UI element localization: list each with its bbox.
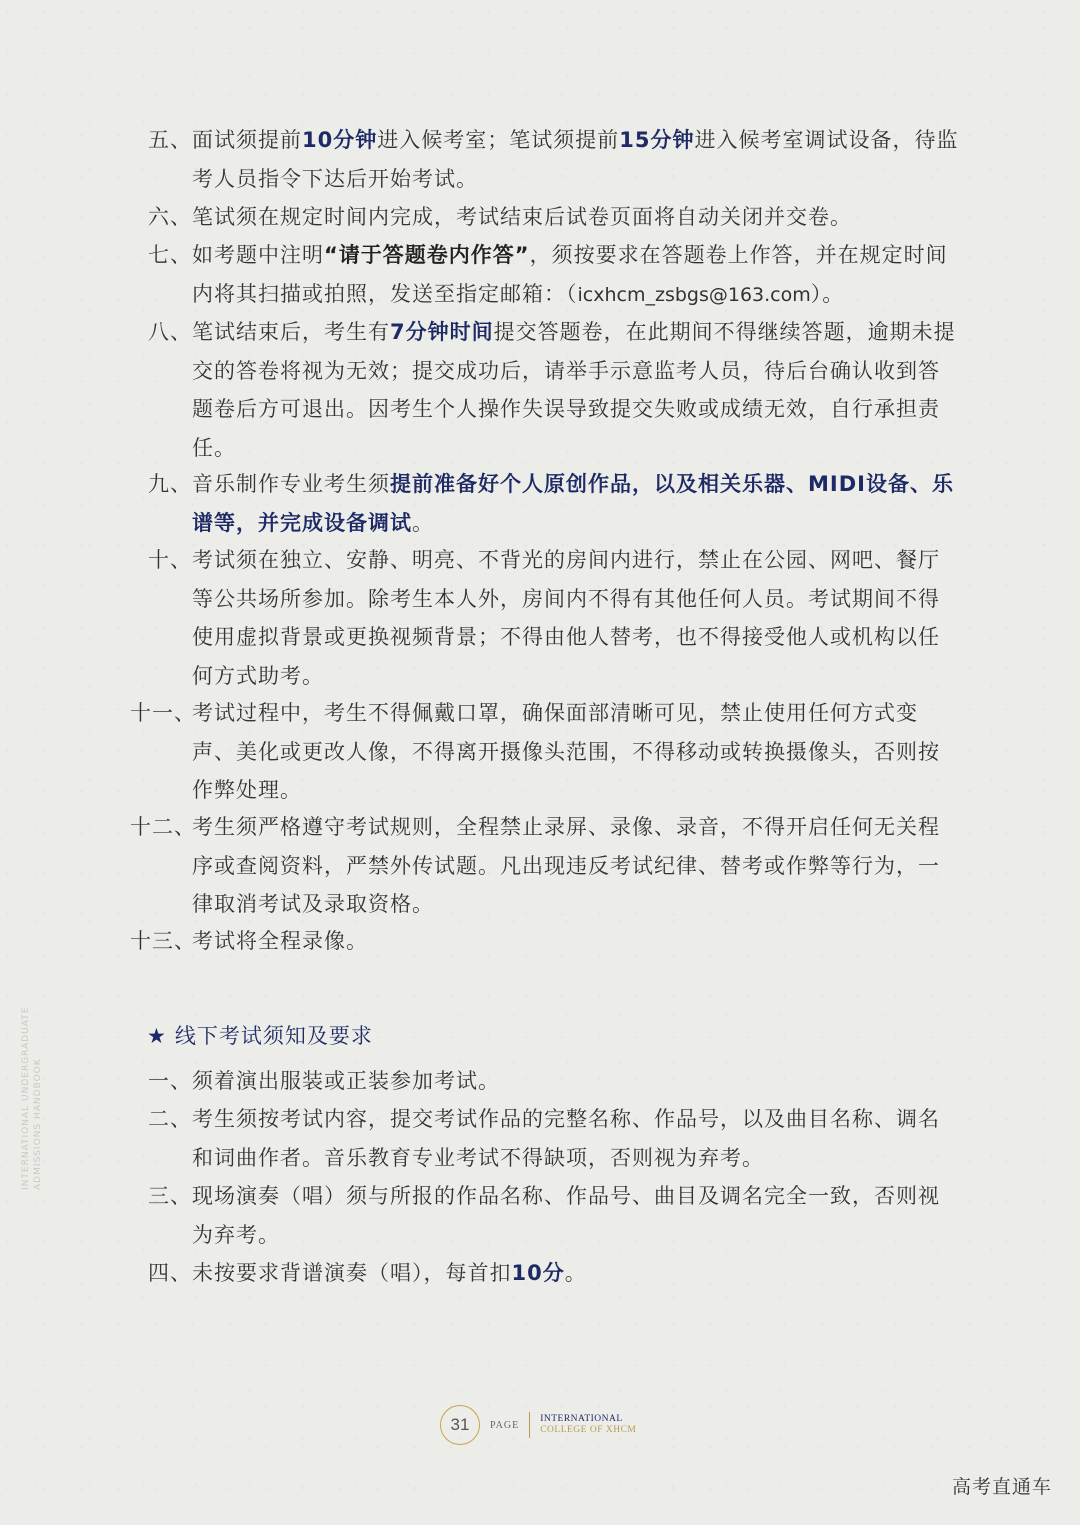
text-run: 。 bbox=[564, 1261, 587, 1285]
rule-5 bbox=[130, 121, 960, 198]
text-run: 考试过程中，考生不得佩戴口罩，确保面部清晰可见，禁止使用任何方式变声、美化或更改人像，不得离开摄像头范围，不得移动或转换摄像头，否则按作弊处理。 bbox=[192, 701, 940, 802]
page-word: PAGE bbox=[490, 1419, 520, 1431]
rule-11 bbox=[130, 694, 960, 810]
offline-section-title bbox=[147, 1020, 373, 1050]
email-address: icxhcm_zsbgs@163.com bbox=[577, 283, 811, 306]
text-run: 未按要求背谱演奏（唱），每首扣 bbox=[192, 1261, 512, 1285]
text-run: 如考题中注明 bbox=[192, 243, 324, 267]
rule-text bbox=[192, 808, 960, 924]
text-run: 考生须严格遵守考试规则，全程禁止录屏、录像、录音，不得开启任何无关程序或查阅资料，严禁外传试题。凡出现违反考试纪律、替考或作弊等行为，一律取消考试及录取资格。 bbox=[192, 815, 940, 916]
rule-number: 八、 bbox=[148, 320, 192, 344]
rule-number: 九、 bbox=[148, 472, 192, 496]
highlight-run: 7分钟时间 bbox=[390, 320, 494, 344]
rule-text bbox=[192, 198, 960, 237]
rule-text bbox=[192, 1177, 960, 1254]
rule-text bbox=[192, 541, 960, 695]
rule-number: 十、 bbox=[148, 548, 192, 572]
rule-text bbox=[192, 694, 960, 810]
rule-number: 四、 bbox=[148, 1261, 192, 1285]
rule-number: 十三、 bbox=[130, 929, 196, 953]
rule-number: 十二、 bbox=[130, 815, 196, 839]
rule-number: 五、 bbox=[148, 128, 192, 152]
section-title-text: 线下考试须知及要求 bbox=[174, 1024, 373, 1048]
rule-text bbox=[192, 313, 960, 467]
text-run: 笔试结束后，考生有 bbox=[192, 320, 390, 344]
side-text-line: INTERNATIONAL UNDERGRADUATE bbox=[21, 1006, 31, 1190]
star-icon: ★ bbox=[147, 1024, 167, 1048]
highlight-run: 提前准备好个人原创作品，以及相关乐器、MIDI设备、乐谱等，并完成设备调试 bbox=[192, 472, 954, 535]
rule-text bbox=[192, 236, 960, 314]
watermark: 高考直通车 bbox=[951, 1476, 1052, 1498]
rule-number: 二、 bbox=[148, 1107, 192, 1131]
text-run: 提交答题卷，在此期间不得继续答题，逾期未提交的答卷将视为无效；提交成功后，请举手示意监考人员，待后台确认收到答题卷后方可退出。因考生个人操作失误导致提交失败或成绩无效，自行承担责任。 bbox=[192, 320, 956, 460]
text-run: ）。 bbox=[810, 281, 845, 306]
rule-12 bbox=[130, 808, 960, 924]
side-text-line: ADMISSIONS HANDBOOK bbox=[33, 1058, 43, 1190]
text-run: 现场演奏（唱）须与所报的作品名称、作品号、曲目及调名完全一致，否则视为弃考。 bbox=[192, 1184, 940, 1247]
bold-run: “请于答题卷内作答” bbox=[324, 243, 530, 267]
offline-rule-4 bbox=[130, 1254, 960, 1293]
highlight-run: 10分 bbox=[511, 1261, 565, 1285]
rule-text bbox=[192, 1062, 960, 1101]
offline-rule-3 bbox=[130, 1177, 960, 1254]
text-run: 。 bbox=[412, 510, 434, 535]
rule-number: 一、 bbox=[148, 1069, 192, 1093]
side-vertical-text bbox=[20, 1007, 44, 1190]
rule-number: 七、 bbox=[148, 243, 192, 267]
college-name bbox=[540, 1414, 636, 1436]
text-run: 考试将全程录像。 bbox=[192, 929, 368, 953]
text-run: 须着演出服装或正装参加考试。 bbox=[192, 1069, 500, 1093]
rule-text bbox=[192, 465, 960, 542]
text-run: 笔试须在规定时间内完成，考试结束后试卷页面将自动关闭并交卷。 bbox=[192, 205, 852, 229]
text-run: 面试须提前 bbox=[192, 128, 302, 152]
text-run: ，须按要求在答题卷上作答，并在规定时间内将其扫描或拍照，发送至指定邮箱：（ bbox=[192, 243, 948, 306]
footer-divider bbox=[529, 1412, 530, 1438]
college-line2: COLLEGE OF XHCM bbox=[540, 1425, 637, 1435]
rule-number: 十一、 bbox=[130, 701, 196, 725]
page-number: 31 bbox=[450, 1415, 470, 1434]
highlight-run: 15分钟 bbox=[619, 128, 695, 152]
rule-number: 六、 bbox=[148, 205, 192, 229]
offline-rule-1 bbox=[130, 1062, 960, 1101]
text-run: 音乐制作专业考生须 bbox=[192, 472, 390, 496]
page-number-badge bbox=[440, 1405, 480, 1445]
text-run: 考试须在独立、安静、明亮、不背光的房间内进行，禁止在公园、网吧、餐厅等公共场所参加。除考生本人外，房间内不得有其他任何人员。考试期间不得使用虚拟背景或更换视频背景；不得由他人替考，也不得接受他人或机构以任何方式助考。 bbox=[192, 548, 940, 688]
highlight-run: 10分钟 bbox=[302, 128, 378, 152]
rule-text bbox=[192, 1254, 960, 1293]
rule-13 bbox=[130, 922, 960, 961]
rule-7 bbox=[130, 236, 960, 314]
page-footer bbox=[440, 1404, 636, 1446]
text-run: 进入候考室；笔试须提前 bbox=[377, 128, 620, 152]
rule-6 bbox=[130, 198, 960, 237]
rule-9 bbox=[130, 465, 960, 542]
rule-number: 三、 bbox=[148, 1184, 192, 1208]
rule-10 bbox=[130, 541, 960, 695]
text-run: 考生须按考试内容，提交考试作品的完整名称、作品号，以及曲目名称、调名和词曲作者。音乐教育专业考试不得缺项，否则视为弃考。 bbox=[192, 1107, 940, 1170]
college-line1: INTERNATIONAL bbox=[540, 1414, 623, 1424]
offline-rule-2 bbox=[130, 1100, 960, 1177]
rule-text bbox=[192, 922, 960, 961]
rule-text bbox=[192, 121, 960, 198]
text-run: 进入候考室调试设备，待监考人员指令下达后开始考试。 bbox=[192, 128, 959, 191]
rule-8 bbox=[130, 313, 960, 467]
rule-text bbox=[192, 1100, 960, 1177]
